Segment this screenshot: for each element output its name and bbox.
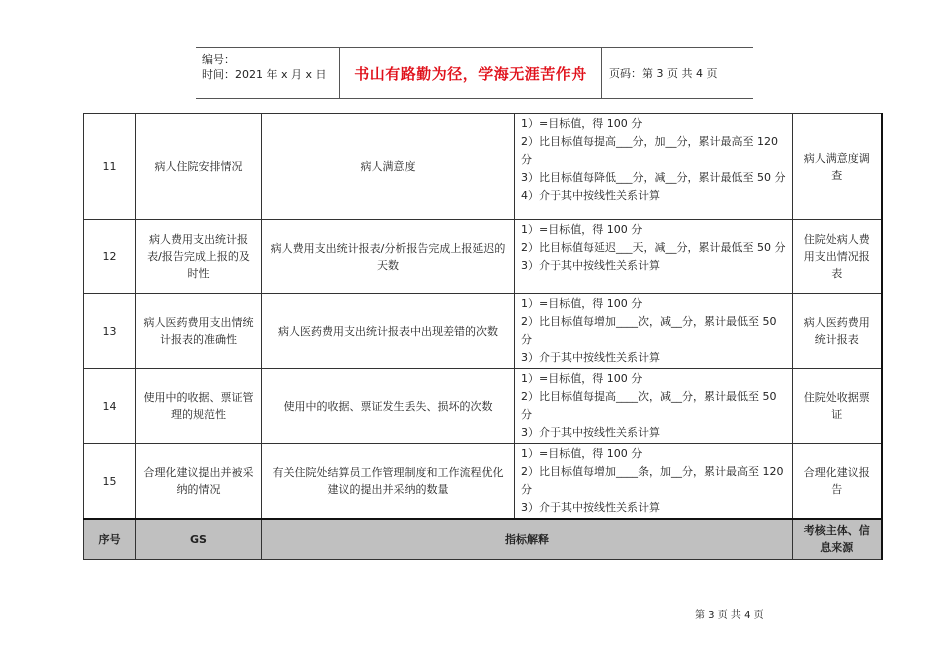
cell-no: 14 bbox=[84, 369, 136, 444]
table-row bbox=[84, 294, 882, 369]
cell-source: 住院处病人费用支出情况报表 bbox=[793, 220, 882, 294]
rule-line: 4）介于其中按线性关系计算 bbox=[521, 189, 660, 202]
cell-indicator: 病人满意度 bbox=[262, 114, 515, 220]
cell-no: 15 bbox=[84, 444, 136, 520]
cell-source: 合理化建议报告 bbox=[793, 444, 882, 520]
table-row bbox=[84, 369, 882, 444]
cell-item: 合理化建议提出并被采纳的情况 bbox=[136, 444, 262, 520]
cell-rules bbox=[515, 220, 793, 294]
rule-line: 2）比目标值每延迟___天，减__分，累计最低至 50 分 bbox=[521, 241, 786, 254]
cell-item: 病人费用支出统计报表/报告完成上报的及时性 bbox=[136, 220, 262, 294]
cell-rules bbox=[515, 369, 793, 444]
cell-indicator: 病人费用支出统计报表/分析报告完成上报延迟的天数 bbox=[262, 220, 515, 294]
rule-line: 3）介于其中按线性关系计算 bbox=[521, 351, 660, 364]
rule-line: 1）=目标值，得 100 分 bbox=[521, 372, 643, 385]
table-row bbox=[84, 220, 882, 294]
header-cell-no: 序号 bbox=[84, 519, 136, 559]
rule-line: 1）=目标值，得 100 分 bbox=[521, 447, 643, 460]
kpi-table bbox=[83, 113, 883, 560]
rule-line: 3）介于其中按线性关系计算 bbox=[521, 259, 660, 272]
doc-number-label: 编号： bbox=[202, 53, 235, 66]
cell-item: 病人医药费用支出情统计报表的准确性 bbox=[136, 294, 262, 369]
cell-no: 12 bbox=[84, 220, 136, 294]
header-motto: 书山有路勤为径，学海无涯苦作舟 bbox=[354, 64, 587, 83]
cell-item: 病人住院安排情况 bbox=[136, 114, 262, 220]
header-cell-indicator: 指标解释 bbox=[262, 519, 793, 559]
rule-line: 2）比目标值每提高____次，减__分，累计最低至 50 分 bbox=[521, 390, 777, 421]
rule-line: 3）介于其中按线性关系计算 bbox=[521, 501, 660, 514]
table-row bbox=[84, 114, 882, 220]
cell-rules bbox=[515, 294, 793, 369]
cell-item: 使用中的收据、票证管理的规范性 bbox=[136, 369, 262, 444]
table-row bbox=[84, 444, 882, 520]
cell-source: 病人满意度调查 bbox=[793, 114, 882, 220]
cell-indicator: 使用中的收据、票证发生丢失、损坏的次数 bbox=[262, 369, 515, 444]
cell-source: 住院处收据票证 bbox=[793, 369, 882, 444]
header-meta bbox=[202, 52, 327, 82]
rule-line: 1）=目标值，得 100 分 bbox=[521, 117, 643, 130]
cell-no: 11 bbox=[84, 114, 136, 220]
header-divider bbox=[601, 48, 602, 98]
cell-rules bbox=[515, 444, 793, 520]
cell-rules bbox=[515, 114, 793, 220]
doc-time-label: 时间：2021 年 x 月 x 日 bbox=[202, 68, 327, 81]
rule-line: 3）介于其中按线性关系计算 bbox=[521, 426, 660, 439]
rule-line: 2）比目标值每增加____次，减__分，累计最低至 50 分 bbox=[521, 315, 777, 346]
rule-line: 1）=目标值，得 100 分 bbox=[521, 297, 643, 310]
header-cell-source: 考核主体、信息来源 bbox=[793, 519, 882, 559]
rule-line: 3）比目标值每降低___分，减__分，累计最低至 50 分 bbox=[521, 171, 786, 184]
header-page-number: 页码：第 3 页 共 4 页 bbox=[609, 67, 718, 80]
table-header-row bbox=[84, 519, 882, 559]
rule-line: 2）比目标值每提高___分，加__分，累计最高至 120 分 bbox=[521, 135, 778, 166]
footer-page-number: 第 3 页 共 4 页 bbox=[695, 610, 764, 621]
rule-line: 2）比目标值每增加____条，加__分，累计最高至 120 分 bbox=[521, 465, 784, 496]
cell-no: 13 bbox=[84, 294, 136, 369]
rule-line: 1）=目标值，得 100 分 bbox=[521, 223, 643, 236]
cell-indicator: 有关住院处结算员工作管理制度和工作流程优化建议的提出并采纳的数量 bbox=[262, 444, 515, 520]
header-cell-item: GS bbox=[136, 519, 262, 559]
cell-indicator: 病人医药费用支出统计报表中出现差错的次数 bbox=[262, 294, 515, 369]
cell-source: 病人医药费用统计报表 bbox=[793, 294, 882, 369]
document-header bbox=[196, 47, 753, 99]
